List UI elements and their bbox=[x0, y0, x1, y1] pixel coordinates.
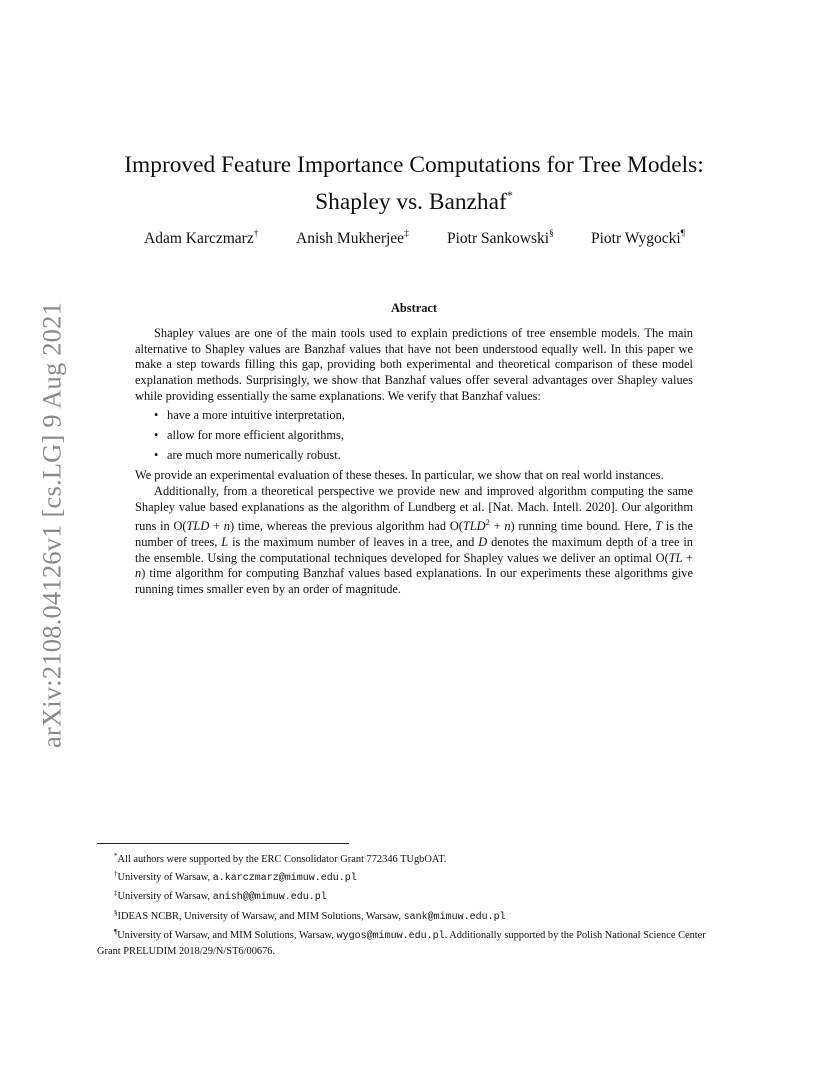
author-name: Adam Karczmarz bbox=[144, 230, 254, 247]
title-footnote-mark: * bbox=[506, 188, 513, 202]
abstract-paragraph-2: We provide an experimental evaluation of these theses. In particular, we show that on real world instances. bbox=[135, 468, 664, 483]
text-run: running time bound. Here, bbox=[518, 519, 652, 534]
title-line-2-text: Shapley vs. Banzhaf bbox=[315, 189, 507, 215]
author-mark: † bbox=[253, 229, 259, 239]
text-run: is the maximum number of leaves in a tree, and bbox=[232, 534, 475, 549]
author-sankowski bbox=[447, 229, 554, 248]
footnote-mukherjee bbox=[97, 886, 731, 905]
footnote-email[interactable]: sank@mimuw.edu.pl bbox=[403, 911, 506, 923]
footnote-karczmarz bbox=[97, 867, 731, 886]
abstract-paragraph-1: Shapley values are one of the main tools used to explain predictions of tree ensemble models. The main alternative to Shapley values are Banzhaf values that have not been understood equally well. In this paper we make a step towards filling this gap, providing both experimental and theoretical comparison of these model explanation methods. Surprisingly, we show that Banzhaf values offer several advantages over Shapley values while providing essentially the same explanations. We verify that Banzhaf values: bbox=[135, 326, 693, 403]
author-wygocki bbox=[591, 229, 685, 248]
title-line-2 bbox=[0, 180, 828, 217]
paper-title bbox=[0, 150, 828, 217]
footnote-sankowski bbox=[97, 906, 731, 925]
footnote-text: University of Warsaw, and MIM Solutions, Warsaw, bbox=[117, 929, 337, 941]
author-list bbox=[0, 229, 828, 249]
arxiv-watermark: arXiv:2108.04126v1 [cs.LG] 9 Aug 2021 bbox=[36, 301, 67, 749]
footnote-mark: ‡ bbox=[114, 889, 118, 898]
list-item: • allow for more efficient algorithms, bbox=[154, 428, 693, 444]
math-complexity-banzhaf: O(TL + n) bbox=[135, 550, 693, 581]
abstract-bullet-list bbox=[135, 408, 693, 464]
author-mark: ‡ bbox=[404, 229, 409, 239]
math-complexity-old: O(TLD$^2$ + n) bbox=[449, 517, 515, 534]
footnote-mark: ¶ bbox=[114, 927, 118, 936]
footnote-text: IDEAS NCBR, University of Warsaw, and MIM Solutions, Warsaw, bbox=[117, 910, 404, 922]
math-t: T bbox=[655, 519, 663, 534]
footnote-tail: . Additionally supported by the Polish National Science Center Grant PRELUDIM 2018/29/N/ST6/00676. bbox=[97, 929, 706, 958]
footnote-email[interactable]: a.karczmarz@mimuw.edu.pl bbox=[212, 873, 357, 885]
text-run: time, whereas the previous algorithm had bbox=[237, 519, 447, 534]
footnote-email[interactable]: anish@@mimuw.edu.pl bbox=[212, 892, 327, 904]
text-run: denotes the maximum depth of a tree in the ensemble. Using the computational techniques developed for Shapley values we deliver an optimal bbox=[135, 534, 693, 565]
abstract-heading: Abstract bbox=[390, 301, 438, 315]
footnote-text: University of Warsaw, bbox=[117, 891, 213, 903]
author-name: Piotr Sankowski bbox=[447, 230, 550, 247]
footnote-mark: * bbox=[114, 852, 118, 860]
footnote-email[interactable]: wygos@mimuw.edu.pl bbox=[336, 930, 445, 942]
author-mukherjee bbox=[296, 229, 409, 248]
abstract-paragraph-3 bbox=[135, 484, 693, 598]
footnote-wygocki bbox=[97, 925, 731, 959]
footnote-mark: § bbox=[114, 908, 118, 917]
text-run: is the number of trees, bbox=[135, 519, 693, 549]
author-karczmarz bbox=[144, 229, 258, 248]
author-name: Piotr Wygocki bbox=[591, 230, 681, 247]
author-name: Anish Mukherjee bbox=[296, 230, 405, 247]
footnotes bbox=[97, 849, 731, 959]
math-d: D bbox=[478, 534, 488, 549]
title-line-1: Improved Feature Importance Computations for Tree Models: bbox=[124, 152, 704, 178]
footnote-text: University of Warsaw, bbox=[117, 872, 213, 884]
footnote-rule bbox=[97, 843, 349, 844]
math-l: L bbox=[221, 534, 229, 549]
footnote-mark: † bbox=[114, 870, 118, 879]
author-mark: ¶ bbox=[680, 229, 685, 239]
text-run: time algorithm for computing Banzhaf values based explanations. In our experiments these algorithms give running times smaller even by an order of magnitude. bbox=[135, 566, 693, 597]
list-item: • have a more intuitive interpretation, bbox=[154, 408, 693, 424]
footnote-text: All authors were supported by the ERC Consolidator Grant 772346 TUgbOAT. bbox=[117, 854, 447, 865]
footnote-funding bbox=[97, 849, 731, 867]
text-run: Additionally, from a theoretical perspective we provide new and improved algorithm computing the same Shapley value based explanations as the algorithm of Lundberg et al. [Nat. Mach. Intell. 2020]. Our algorithm runs in bbox=[135, 483, 693, 534]
abstract-body bbox=[135, 326, 693, 598]
list-item: • are much more numerically robust. bbox=[154, 448, 693, 464]
author-mark: § bbox=[549, 229, 554, 239]
math-complexity-new: O(TLD + n) bbox=[173, 519, 235, 534]
